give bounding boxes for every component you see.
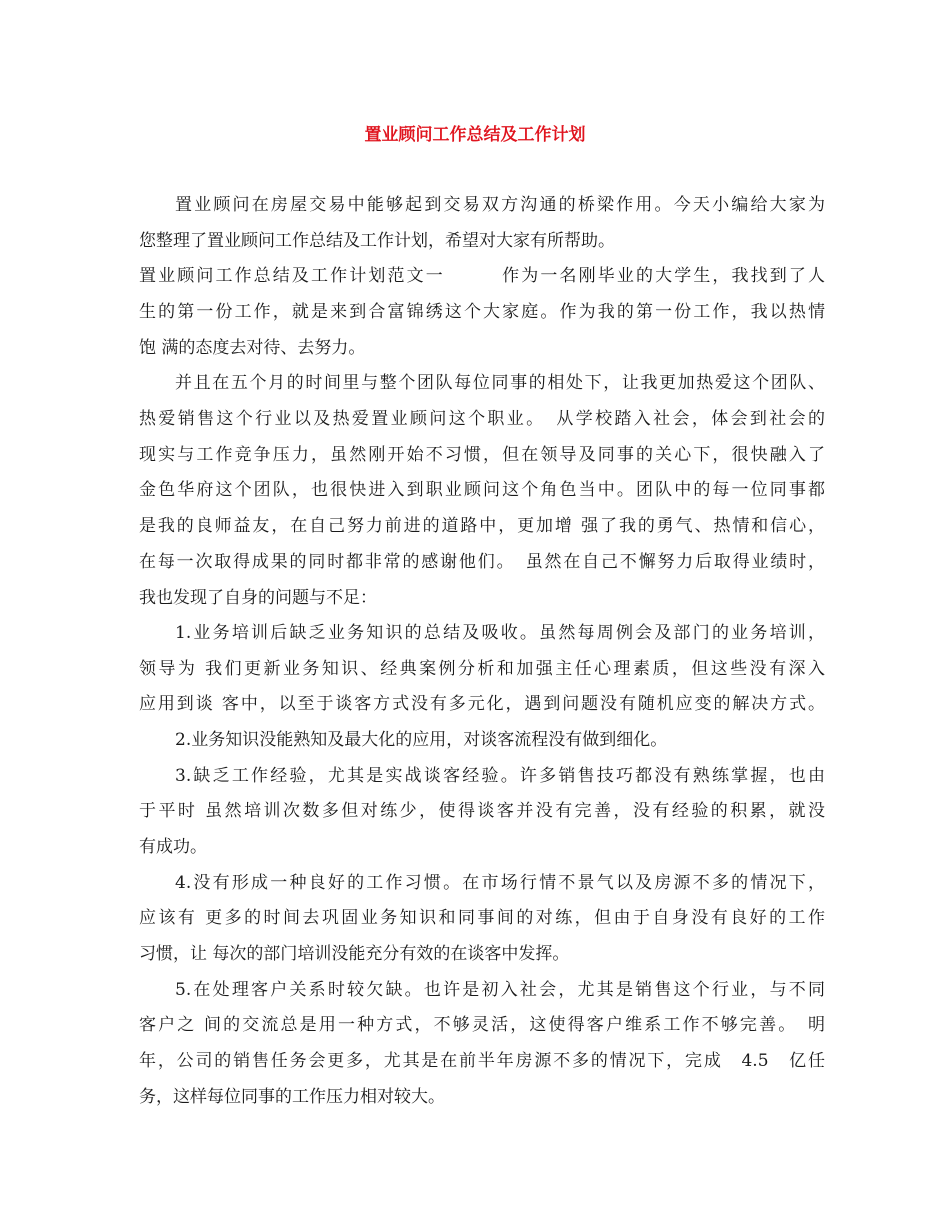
list-item-line: 3.缺乏工作经验，尤其是实战谈客经验。许多销售技巧都没有熟练掌握，也由 [175,766,825,786]
paragraph-line: 金色华府这个团队，也很快进入到职业顾问这个角色当中。团队中的每一位同事都 [139,480,825,500]
list-item-line: 应用到谈 客中，以至于谈客方式没有多元化，遇到问题没有随机应变的解决方式。 [139,694,825,714]
list-item-line: 应该有 更多的时间去巩固业务知识和同事间的对练，但由于自身没有良好的工作 [139,908,825,928]
paragraph-line: 您整理了置业顾问工作总结及工作计划，希望对大家有所帮助。 [139,231,615,251]
paragraph-line: 置业顾问在房屋交易中能够起到交易双方沟通的桥梁作用。今天小编给大家为 [175,195,825,215]
paragraph-line: 热爱销售这个行业以及热爱置业顾问这个职业。 从学校踏入社会，体会到社会的 [139,409,825,429]
list-item-line: 领导为 我们更新业务知识、经典案例分析和加强主任心理素质，但这些没有深入 [139,659,825,679]
paragraph-line: 饱 满的态度去对待、去努力。 [139,338,366,358]
list-item-line: 2.业务知识没能熟知及最大化的应用，对谈客流程没有做到细化。 [175,730,668,750]
list-item-line: 1.业务培训后缺乏业务知识的总结及吸收。虽然每周例会及部门的业务培训， [175,623,825,643]
list-item-line: 年，公司的销售任务会更多，尤其是在前半年房源不多的情况下，完成 4.5 亿任 [139,1051,825,1071]
paragraph-line: 现实与工作竞争压力，虽然刚开始不习惯，但在领导及同事的关心下，很快融入了 [139,445,825,465]
list-item-line: 4.没有形成一种良好的工作习惯。在市场行情不景气以及房源不多的情况下， [175,873,825,893]
list-item-line: 务，这样每位同事的工作压力相对较大。 [139,1087,445,1107]
list-item-line: 5.在处理客户关系时较欠缺。也许是初入社会，尤其是销售这个行业，与不同 [175,980,825,1000]
paragraph-line: 并且在五个月的时间里与整个团队每位同事的相处下，让我更加热爱这个团队、 [175,373,825,393]
list-item-line: 习惯，让 每次的部门培训没能充分有效的在谈客中发挥。 [139,944,570,964]
paragraph-line: 置业顾问工作总结及工作计划范文一 作为一名刚毕业的大学生，我找到了人 [139,266,825,286]
list-item-line: 有成功。 [139,837,207,857]
paragraph-line: 是我的良师益友，在自己努力前进的道路中，更加增 强了我的勇气、热情和信心， [139,516,825,536]
document-title: 置业顾问工作总结及工作计划 [364,125,586,145]
paragraph-line: 生的第一份工作，就是来到合富锦绣这个大家庭。作为我的第一份工作，我以热情 [139,302,825,322]
paragraph-line: 我也发现了自身的问题与不足： [139,588,377,608]
list-item-line: 于平时 虽然培训次数多但对练少，使得谈客并没有完善，没有经验的积累，就没 [139,801,825,821]
list-item-line: 客户之 间的交流总是用一种方式，不够灵活，这使得客户维系工作不够完善。 明 [139,1015,825,1035]
paragraph-line: 在每一次取得成果的同时都非常的感谢他们。 虽然在自己不懈努力后取得业绩时， [139,552,825,572]
